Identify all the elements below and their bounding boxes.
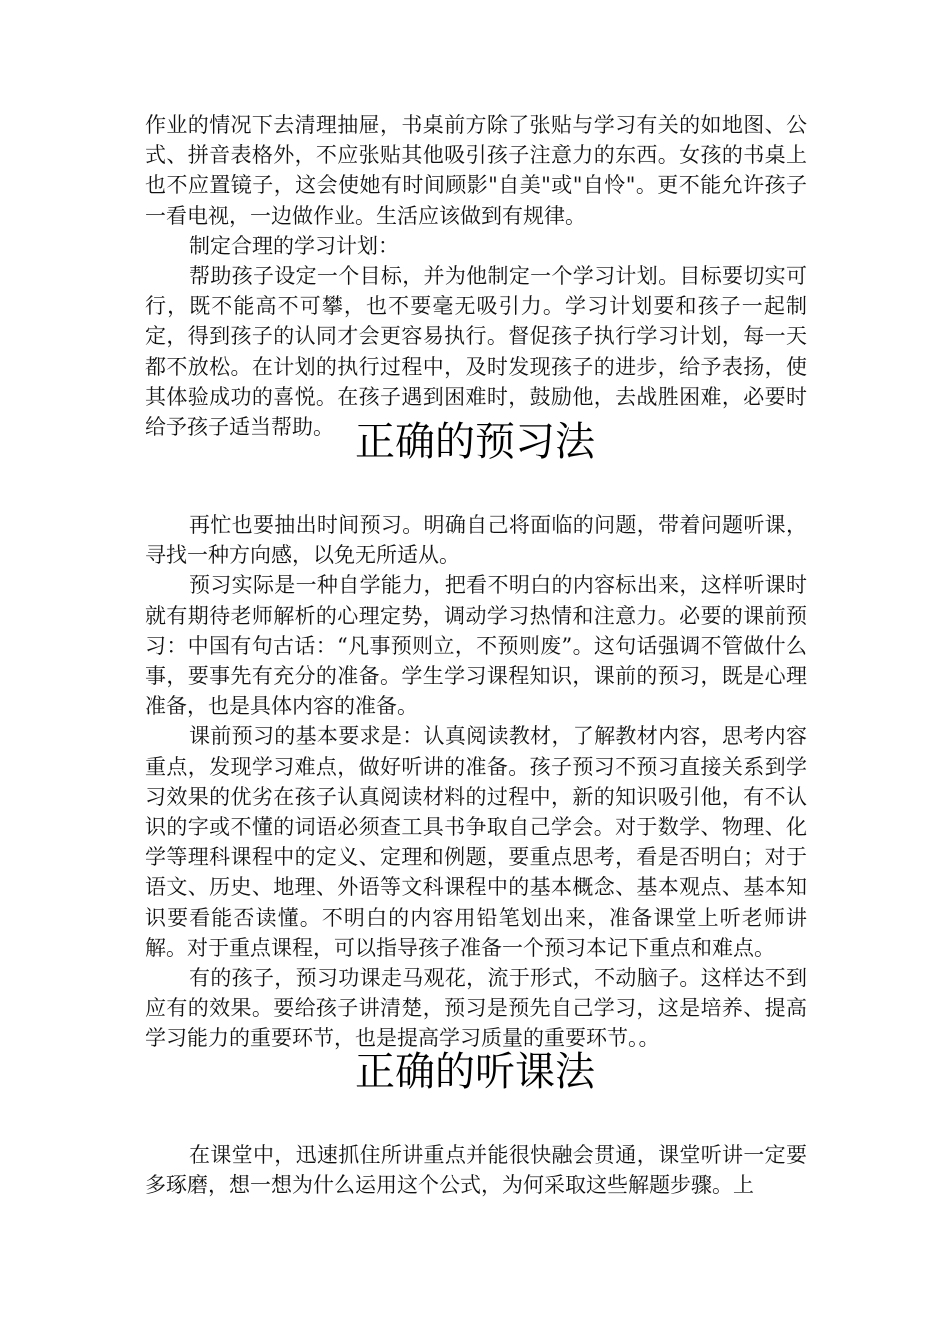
paragraph: 再忙也要抽出时间预习。明确自己将面临的问题，带着问题听课，寻找一种方向感，以免无所适从。 — [145, 513, 807, 568]
paragraph: 预习实际是一种自学能力，把看不明白的内容标出来，这样听课时就有期待老师解析的心理定势，调动学习热情和注意力。必要的课前预习：中国有句古话：“凡事预则立，不预则废”。这句话强调不管做什么事，要事先有充分的准备。学生学习课程知识，课前的预习，既是心理准备，也是具体内容的准备。 — [145, 573, 807, 719]
paragraph: 课前预习的基本要求是：认真阅读教材，了解教材内容，思考内容重点，发现学习难点，做好听讲的准备。孩子预习不预习直接关系到学习效果的优劣在孩子认真阅读材料的过程中，新的知识吸引他，有不认识的字或不懂的词语必须查工具书争取自己学会。对于数学、物理、化学等理科课程中的定义、定理和例题，要重点思考，看是否明白；对于语文、历史、地理、外语等文科课程中的基本概念、基本观点、基本知识要看能否读懂。不明白的内容用铅笔划出来，准备课堂上听老师讲解。对于重点课程，可以指导孩子准备一个预习本记下重点和难点。 — [145, 724, 807, 960]
paragraph: 作业的情况下去清理抽屉，书桌前方除了张贴与学习有关的如地图、公式、拼音表格外，不应张贴其他吸引孩子注意力的东西。女孩的书桌上也不应置镜子，这会使她有时间顾影"自美"或"自怜"。更不能允许孩子一看电视，一边做作业。生活应该做到有规律。 — [145, 113, 807, 228]
heading-preview-method: 正确的预习法 — [355, 419, 595, 465]
section-listening-method — [145, 1140, 807, 1200]
paragraph: 有的孩子，预习功课走马观花，流于形式，不动脑子。这样达不到应有的效果。要给孩子讲清楚，预习是预先自己学习，这是培养、提高学习能力的重要环节，也是提高学习质量的重要环节。。 — [145, 966, 807, 1051]
section-study-habits — [145, 110, 807, 442]
paragraph: 帮助孩子设定一个目标，并为他制定一个学习计划。目标要切实可行，既不能高不可攀，也不要毫无吸引力。学习计划要和孩子一起制定，得到孩子的认同才会更容易执行。督促孩子执行学习计划，每一天都不放松。在计划的执行过程中，及时发现孩子的进步，给予表扬，使其体验成功的喜悦。在孩子遇到困难时，鼓励他，去战胜困难，必要时给予孩子适当帮助。 — [145, 264, 807, 440]
paragraph: 制定合理的学习计划： — [189, 233, 399, 258]
paragraph: 在课堂中，迅速抓住所讲重点并能很快融会贯通，课堂听讲一定要多琢磨，想一想为什么运用这个公式，为何采取这些解题步骤。上 — [145, 1143, 807, 1198]
heading-listening-method: 正确的听课法 — [355, 1049, 595, 1095]
section-preview-method — [145, 510, 807, 1054]
